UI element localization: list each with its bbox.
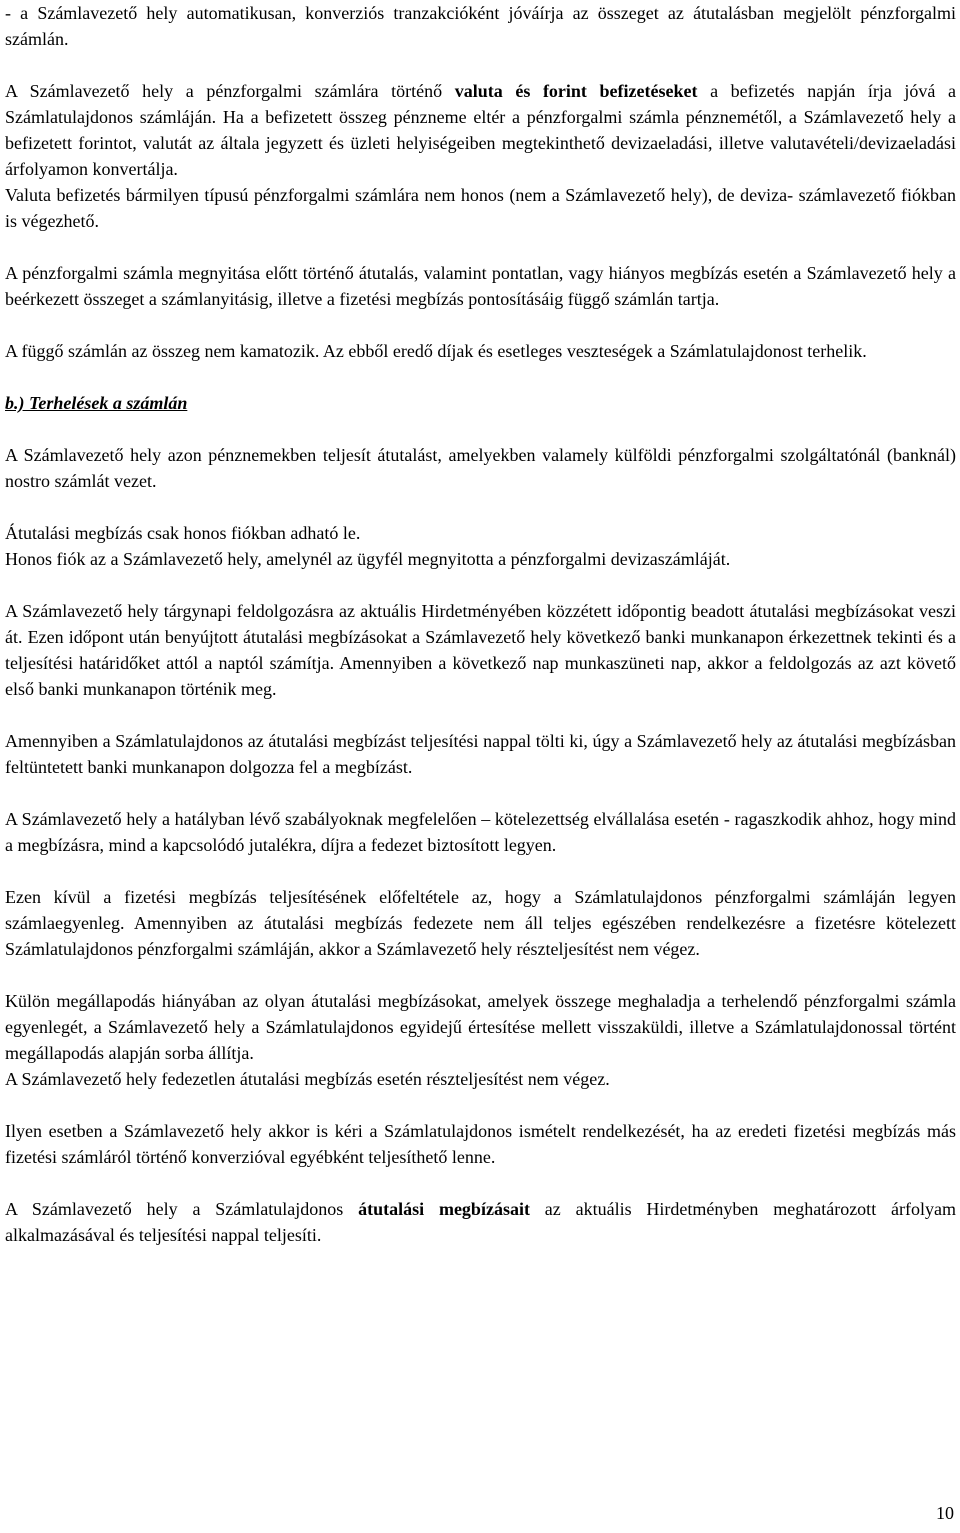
paragraph-no-interest: A függő számlán az összeg nem kamatozik. Az ebből eredő díjak és esetleges veszteségek a Számlatulajdonost terhelik.: [5, 341, 867, 361]
paragraph-pending-account: A pénzforgalmi számla megnyitása előtt történő átutalás, valamint pontatlan, vagy hiányos megbízás esetén a Számlavezető hely a beérkezett összeget a számlanyitásig, illetve a fizetési megbízás pontosításáig függő számlán tartja.: [5, 263, 956, 309]
paragraph-conversion-credit: - a Számlavezető hely automatikusan, konverziós tranzakcióként jóváírja az összeget az átutalásban megjelölt pénzforgalmi számlán.: [5, 3, 956, 49]
page-number: 10: [936, 1503, 954, 1523]
paragraph-insufficient-funds: Külön megállapodás hiányában az olyan átutalási megbízásokat, amelyek összege meghaladja a terhelendő pénzforgalmi számla egyenlegét, a Számlavezető hely a Számlatulajdonos egyidejű értesítése mellett visszaküldi, illetve a Számlatulajdonossal történt megállapodás alapján sorba állítja.: [5, 991, 956, 1063]
paragraph-partial-execution: A Számlavezető hely fedezetlen átutalási megbízás esetén részteljesítést nem végez.: [5, 1069, 610, 1089]
paragraph-home-branch-definition: Honos fiók az a Számlavezető hely, amelynél az ügyfél megnyitotta a pénzforgalmi devizaszámláját.: [5, 549, 731, 569]
paragraph-coverage: A Számlavezető hely a hatályban lévő szabályoknak megfelelően – kötelezettség elvállalása esetén - ragaszkodik ahhoz, hogy mind a megbízásra, mind a kapcsolódó jutalékra, díjra a fedezet biztosított legyen.: [5, 809, 956, 855]
text-segment: A Számlavezető hely a pénzforgalmi számlára történő: [5, 81, 455, 101]
section-heading: b.) Terhelések a számlán: [5, 393, 188, 413]
paragraph-nostro: A Számlavezető hely azon pénznemekben teljesít átutalást, amelyekben valamely külföldi pénzforgalmi szolgáltatónál (banknál) nostro számlát vezet.: [5, 445, 956, 491]
paragraph-currency-deposit: Valuta befizetés bármilyen típusú pénzforgalmi számlára nem honos (nem a Számlavezető hely), de deviza- számlavezető fiókban is végezhető.: [5, 185, 956, 231]
text-segment: a befizetés napján írja jóvá a Számlatulajdonos számláján. Ha a befizetett összeg pénzneme eltér a pénzforgalmi számla pénznemétől, a Számlavezető hely a befizetett forintot, valutát az általa jegyzett és üzleti helyiségeiben megtekinthető devizaeladási, illetve valutavételi/devizaeladási árfolyamon konvertálja.: [5, 81, 956, 179]
text-segment: A Számlavezető hely a Számlatulajdonos: [5, 1199, 359, 1219]
paragraph-value-date: Amennyiben a Számlatulajdonos az átutalási megbízást teljesítési nappal tölti ki, úgy a Számlavezető hely az átutalási megbízásban feltüntetett banki munkanapon dolgozza fel a megbízást.: [5, 731, 956, 777]
paragraph-processing-deadline: A Számlavezető hely tárgynapi feldolgozásra az aktuális Hirdetményében közzétett időpontig beadott átutalási megbízásokat veszi át. Ezen időpont után benyújtott átutalási megbízásokat a Számlavezető hely következő banki munkanapon érkezettnek tekinti és a teljesítési határidőket attól a naptól számítja. Amennyiben a következő nap munkaszüneti nap, akkor a feldolgozás az azt követő első banki munkanapon történik meg.: [5, 601, 956, 699]
bold-phrase: valuta és forint befizetéseket: [454, 81, 698, 101]
document-body: [5, 0, 956, 1248]
paragraph-exchange-rate: [5, 1196, 956, 1248]
text-segment: az aktuális Hirdetményben meghatározott árfolyam alkalmazásával és teljesítési nappal teljesíti.: [5, 1199, 956, 1245]
paragraph-deposits: [5, 78, 956, 182]
paragraph-balance-precondition: Ezen kívül a fizetési megbízás teljesítésének előfeltétele az, hogy a Számlatulajdonos pénzforgalmi számláján legyen számlaegyenleg. Amennyiben az átutalási megbízás fedezete nem áll teljes egészében rendelkezésre a fizetésre kötelezett Számlatulajdonos pénzforgalmi számláján, akkor a Számlavezető hely részteljesítést nem végez.: [5, 887, 956, 959]
paragraph-home-branch: Átutalási megbízás csak honos fiókban adható le.: [5, 523, 361, 543]
paragraph-repeat-instruction: Ilyen esetben a Számlavezető hely akkor is kéri a Számlatulajdonos ismételt rendelkezését, ha az eredeti fizetési megbízás más fizetési számláról történő konverzióval egyébként teljesíthető lenne.: [5, 1121, 956, 1167]
bold-phrase: átutalási megbízásait: [358, 1199, 530, 1219]
